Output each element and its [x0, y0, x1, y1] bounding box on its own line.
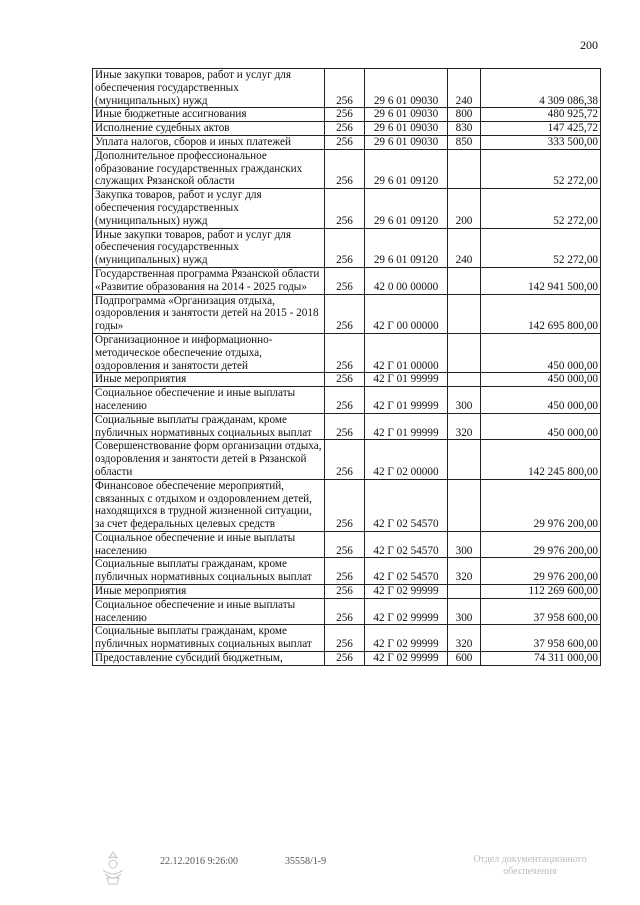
row-target-code: 42 Г 01 99999 — [365, 413, 448, 440]
row-target-code: 29 6 01 09030 — [365, 108, 448, 122]
row-amount: 450 000,00 — [481, 413, 601, 440]
row-expense-type: 240 — [448, 228, 481, 267]
table-row — [93, 585, 601, 599]
row-amount: 142 695 800,00 — [481, 294, 601, 333]
row-expense-type: 300 — [448, 531, 481, 558]
row-ved: 256 — [325, 413, 365, 440]
row-amount: 112 269 600,00 — [481, 585, 601, 599]
row-target-code: 29 6 01 09030 — [365, 69, 448, 108]
row-name: Подпрограмма «Организация отдыха, оздоровления и занятости детей на 2015 - 2018 годы» — [93, 294, 325, 333]
row-amount: 480 925,72 — [481, 108, 601, 122]
row-ved: 256 — [325, 652, 365, 666]
footer-doc-code: 35558/1-9 — [285, 856, 327, 867]
row-ved: 256 — [325, 598, 365, 625]
row-name: Иные мероприятия — [93, 585, 325, 599]
row-name: Государственная программа Рязанской области «Развитие образования на 2014 - 2025 годы» — [93, 267, 325, 294]
row-amount: 4 309 086,38 — [481, 69, 601, 108]
emblem-icon — [95, 848, 131, 888]
row-target-code: 29 6 01 09120 — [365, 149, 448, 188]
table-row — [93, 267, 601, 294]
row-ved: 256 — [325, 440, 365, 479]
row-name: Социальные выплаты гражданам, кроме публичных нормативных социальных выплат — [93, 625, 325, 652]
row-ved: 256 — [325, 69, 365, 108]
row-name: Социальное обеспечение и иные выплаты населению — [93, 531, 325, 558]
row-name: Социальное обеспечение и иные выплаты населению — [93, 598, 325, 625]
row-amount: 450 000,00 — [481, 387, 601, 414]
row-ved: 256 — [325, 108, 365, 122]
row-target-code: 42 Г 02 99999 — [365, 585, 448, 599]
row-ved: 256 — [325, 387, 365, 414]
row-target-code: 42 Г 02 54570 — [365, 531, 448, 558]
row-amount: 333 500,00 — [481, 135, 601, 149]
row-target-code: 29 6 01 09030 — [365, 122, 448, 136]
table-row — [93, 294, 601, 333]
row-expense-type — [448, 373, 481, 387]
row-name: Социальное обеспечение и иные выплаты населению — [93, 387, 325, 414]
table-row — [93, 531, 601, 558]
row-amount: 142 941 500,00 — [481, 267, 601, 294]
row-amount: 450 000,00 — [481, 373, 601, 387]
row-target-code: 29 6 01 09120 — [365, 189, 448, 228]
row-name: Исполнение судебных актов — [93, 122, 325, 136]
row-target-code: 29 6 01 09120 — [365, 228, 448, 267]
table-row — [93, 652, 601, 666]
table-row — [93, 625, 601, 652]
row-ved: 256 — [325, 373, 365, 387]
table-row — [93, 440, 601, 479]
row-ved: 256 — [325, 333, 365, 372]
row-expense-type: 300 — [448, 387, 481, 414]
row-target-code: 42 Г 02 54570 — [365, 558, 448, 585]
row-expense-type: 240 — [448, 69, 481, 108]
row-ved: 256 — [325, 625, 365, 652]
row-expense-type: 850 — [448, 135, 481, 149]
row-expense-type — [448, 585, 481, 599]
row-expense-type — [448, 333, 481, 372]
table-row — [93, 149, 601, 188]
table-row — [93, 333, 601, 372]
row-amount: 29 976 200,00 — [481, 479, 601, 531]
row-ved: 256 — [325, 122, 365, 136]
row-target-code: 42 Г 01 00000 — [365, 333, 448, 372]
row-expense-type — [448, 267, 481, 294]
row-name: Социальные выплаты гражданам, кроме публичных нормативных социальных выплат — [93, 413, 325, 440]
row-target-code: 42 Г 02 54570 — [365, 479, 448, 531]
table-row — [93, 228, 601, 267]
table-row — [93, 135, 601, 149]
row-expense-type: 300 — [448, 598, 481, 625]
row-amount: 142 245 800,00 — [481, 440, 601, 479]
row-name: Иные закупки товаров, работ и услуг для обеспечения государственных (муниципальных) нужд — [93, 228, 325, 267]
row-name: Уплата налогов, сборов и иных платежей — [93, 135, 325, 149]
row-ved: 256 — [325, 189, 365, 228]
row-target-code: 42 Г 02 99999 — [365, 598, 448, 625]
row-expense-type — [448, 294, 481, 333]
table-row — [93, 69, 601, 108]
row-name: Дополнительное профессиональное образование государственных гражданских служащих Рязанской области — [93, 149, 325, 188]
row-expense-type: 320 — [448, 625, 481, 652]
row-expense-type: 200 — [448, 189, 481, 228]
table-row — [93, 413, 601, 440]
row-target-code: 42 Г 00 00000 — [365, 294, 448, 333]
table-row — [93, 373, 601, 387]
row-target-code: 42 Г 02 99999 — [365, 625, 448, 652]
row-target-code: 42 0 00 00000 — [365, 267, 448, 294]
row-amount: 52 272,00 — [481, 189, 601, 228]
table-row — [93, 558, 601, 585]
row-ved: 256 — [325, 531, 365, 558]
table-row — [93, 122, 601, 136]
page-number: 200 — [580, 38, 598, 52]
budget-table — [92, 68, 601, 666]
row-expense-type: 320 — [448, 413, 481, 440]
row-expense-type: 830 — [448, 122, 481, 136]
table-row — [93, 108, 601, 122]
table-row — [93, 189, 601, 228]
row-target-code: 29 6 01 09030 — [365, 135, 448, 149]
row-name: Иные бюджетные ассигнования — [93, 108, 325, 122]
row-name: Организационное и информационно-методическое обеспечение отдыха, оздоровления и занятости детей — [93, 333, 325, 372]
budget-table-body — [93, 69, 601, 666]
row-name: Финансовое обеспечение мероприятий, связанных с отдыхом и оздоровлением детей, находящихся в трудной жизненной ситуации, за счет федеральных целевых средств — [93, 479, 325, 531]
row-ved: 256 — [325, 228, 365, 267]
row-expense-type — [448, 149, 481, 188]
row-ved: 256 — [325, 558, 365, 585]
row-ved: 256 — [325, 135, 365, 149]
row-name: Иные мероприятия — [93, 373, 325, 387]
row-expense-type — [448, 440, 481, 479]
row-target-code: 42 Г 01 99999 — [365, 387, 448, 414]
row-target-code: 42 Г 02 00000 — [365, 440, 448, 479]
row-amount: 29 976 200,00 — [481, 558, 601, 585]
row-amount: 147 425,72 — [481, 122, 601, 136]
row-ved: 256 — [325, 267, 365, 294]
row-name: Социальные выплаты гражданам, кроме публичных нормативных социальных выплат — [93, 558, 325, 585]
row-amount: 37 958 600,00 — [481, 598, 601, 625]
row-amount: 74 311 000,00 — [481, 652, 601, 666]
row-ved: 256 — [325, 149, 365, 188]
row-expense-type: 800 — [448, 108, 481, 122]
table-row — [93, 479, 601, 531]
row-amount: 37 958 600,00 — [481, 625, 601, 652]
row-amount: 52 272,00 — [481, 149, 601, 188]
row-amount: 52 272,00 — [481, 228, 601, 267]
row-target-code: 42 Г 02 99999 — [365, 652, 448, 666]
footer-stamp — [450, 854, 610, 878]
stamp-line-1: Отдел документационного — [473, 854, 587, 865]
row-name: Предоставление субсидий бюджетным, — [93, 652, 325, 666]
row-amount: 450 000,00 — [481, 333, 601, 372]
stamp-line-2: обеспечения — [503, 866, 557, 877]
row-ved: 256 — [325, 585, 365, 599]
row-expense-type: 320 — [448, 558, 481, 585]
row-expense-type — [448, 479, 481, 531]
row-name: Закупка товаров, работ и услуг для обеспечения государственных (муниципальных) нужд — [93, 189, 325, 228]
footer-date: 22.12.2016 9:26:00 — [160, 856, 239, 867]
table-row — [93, 387, 601, 414]
row-expense-type: 600 — [448, 652, 481, 666]
table-row — [93, 598, 601, 625]
row-amount: 29 976 200,00 — [481, 531, 601, 558]
row-name: Иные закупки товаров, работ и услуг для обеспечения государственных (муниципальных) нужд — [93, 69, 325, 108]
page-footer — [0, 848, 640, 898]
row-ved: 256 — [325, 479, 365, 531]
row-name: Совершенствование форм организации отдыха, оздоровления и занятости детей в Рязанской области — [93, 440, 325, 479]
row-target-code: 42 Г 01 99999 — [365, 373, 448, 387]
row-ved: 256 — [325, 294, 365, 333]
